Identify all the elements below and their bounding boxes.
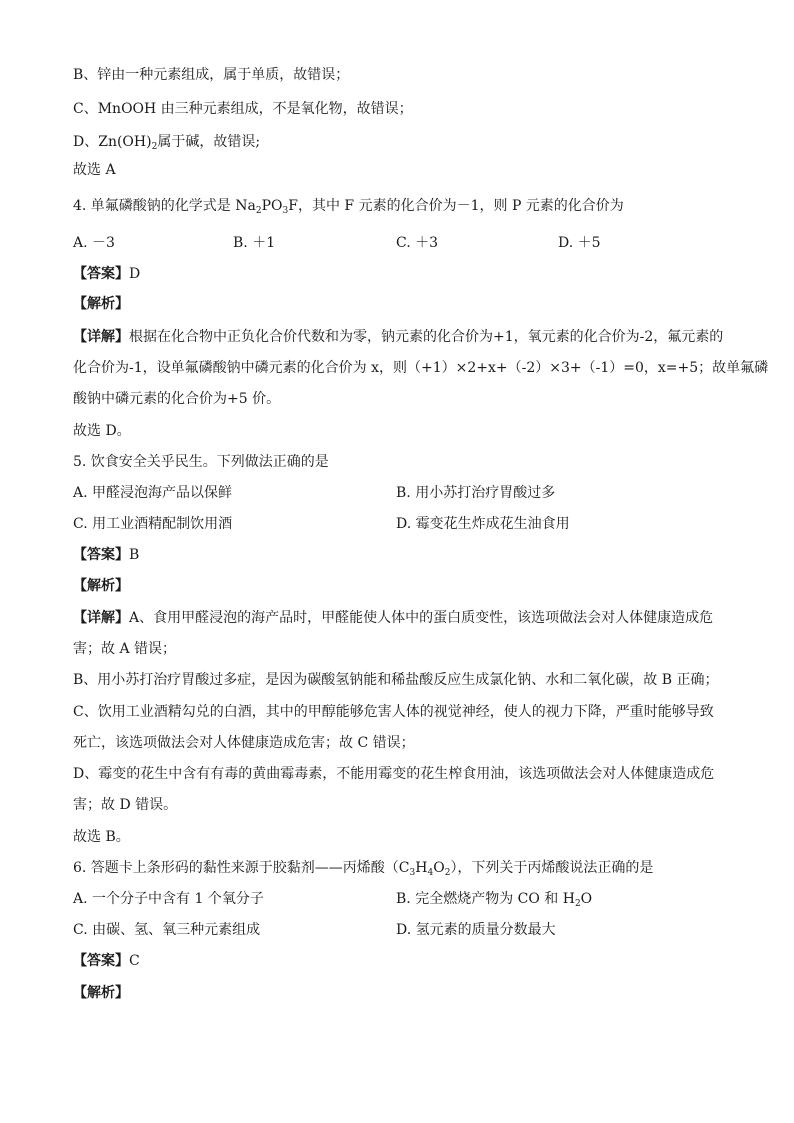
q5-stem: 5. 饮食安全关乎民生。下列做法正确的是 [73, 454, 329, 470]
q5-option-b: B. 用小苏打治疗胃酸过多 [396, 485, 556, 501]
detail-tag: 【详解】 [73, 610, 129, 626]
q4-option-a: A. －3 [73, 235, 115, 251]
q5-detail-line-3: B、用小苏打治疗胃酸过多症，是因为碳酸氢钠能和稀盐酸反应生成氯化钠、水和二氧化碳，故 B 正确； [73, 672, 719, 688]
prev-option-c-explanation: C、MnOOH 由三种元素组成，不是氧化物，故错误； [73, 101, 413, 117]
q5-detail-line-1: 【详解】A、食用甲醛浸泡的海产品时，甲醛能使人体中的蛋白质变性，该选项做法会对人体健康造成危 [73, 610, 714, 626]
q6-answer: 【答案】C [73, 953, 140, 969]
q5-answer: 【答案】B [73, 547, 140, 563]
q6-analysis-tag: 【解析】 [73, 985, 129, 1001]
q4-option-d: D. ＋5 [558, 235, 601, 251]
prev-option-d-explanation: D、$Zn(OH)_2$属于碱，故错误; [73, 134, 261, 152]
q6-option-d: D. 氢元素的质量分数最大 [396, 922, 556, 938]
q4-option-c: C. ＋3 [396, 235, 439, 251]
prev-conclusion: 故选 A [73, 162, 116, 178]
q4-detail-line-3: 酸钠中磷元素的化合价为+5 价。 [73, 391, 281, 407]
q6-option-a: A. 一个分子中含有 1 个氧分子 [73, 891, 264, 907]
detail-tag: 【详解】 [73, 329, 129, 345]
q5-detail-line-4: C、饮用工业酒精勾兑的白酒，其中的甲醇能够危害人体的视觉神经，使人的视力下降，严重时能够导致 [73, 704, 714, 720]
q5-detail-line-5: 死亡，该选项做法会对人体健康造成危害；故 C 错误； [73, 735, 415, 751]
q5-detail-line-7: 害；故 D 错误。 [73, 797, 178, 813]
q4-analysis-tag: 【解析】 [73, 296, 129, 312]
q4-conclusion: 故选 D。 [73, 423, 131, 439]
q4-answer: 【答案】D [73, 266, 141, 282]
q6-option-c: C. 由碳、氢、氧三种元素组成 [73, 922, 261, 938]
q5-analysis-tag: 【解析】 [73, 578, 129, 594]
prev-option-b-explanation: B、锌由一种元素组成，属于单质，故错误； [73, 67, 350, 83]
q5-option-c: C. 用工业酒精配制饮用酒 [73, 516, 233, 532]
q5-option-d: D. 霉变花生炸成花生油食用 [396, 516, 570, 532]
q5-option-a: A. 甲醛浸泡海产品以保鲜 [73, 485, 233, 501]
q5-detail-line-2: 害；故 A 错误； [73, 641, 177, 657]
answer-tag: 【答案】 [73, 953, 129, 969]
q4-option-b: B. ＋1 [233, 235, 276, 251]
q4-detail-line-1: 【详解】根据在化合物中正负化合价代数和为零，钠元素的化合价为+1，氧元素的化合价为-2，氟元素的 [73, 329, 724, 345]
q5-detail-line-6: D、霉变的花生中含有有毒的黄曲霉毒素，不能用霉变的花生榨食用油，该选项做法会对人体健康造成危 [73, 766, 715, 782]
q4-stem: 4. 单氟磷酸钠的化学式是 $Na_2PO_3F$，其中 F 元素的化合价为－1，则 P 元素的化合价为 [73, 198, 624, 216]
q5-conclusion: 故选 B。 [73, 829, 130, 845]
q6-option-b: B. 完全燃烧产物为 CO 和 $H_2O$ [396, 891, 593, 909]
answer-tag: 【答案】 [73, 547, 129, 563]
answer-tag: 【答案】 [73, 266, 129, 282]
q6-stem: 6. 答题卡上条形码的黏性来源于胶黏剂——丙烯酸$(C_3H_4O_2)$，下列关于丙烯酸说法正确的是 [73, 860, 654, 878]
q4-detail-line-2: 化合价为-1，设单氟磷酸钠中磷元素的化合价为 x，则（+1）×2+x+（-2）×3+（-1）=0，x=+5；故单氟磷 [73, 360, 769, 376]
